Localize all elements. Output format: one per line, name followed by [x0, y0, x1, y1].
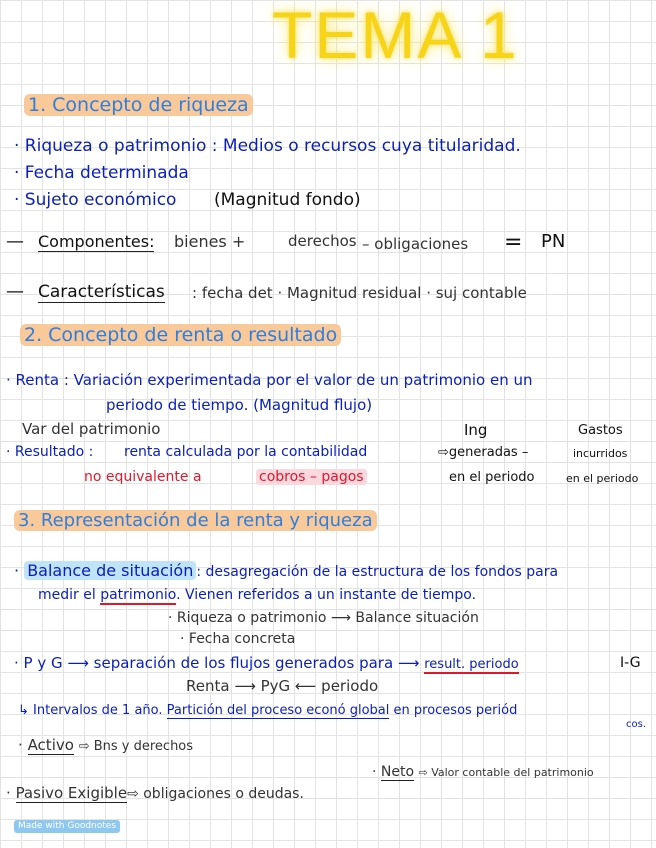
balance-line-2: medir el patrimonio. Vienen referidos a un instante de tiempo. [38, 587, 477, 603]
ingresos-label: Ing [464, 421, 488, 439]
generadas-text: ⇨generadas – [438, 445, 529, 460]
balance-sub-riqueza: · Riqueza o patrimonio ⟶ Balance situación [168, 610, 479, 626]
riqueza-definition: · Riqueza o patrimonio : Medios o recursos cuya titularidad. [14, 136, 521, 156]
renta-definition: · Renta : Variación experimentada por el valor de un patrimonio en un [6, 371, 533, 389]
sujeto-economico: · Sujeto económico [14, 190, 177, 210]
incurridos-text: incurridos [573, 447, 628, 460]
neto-label: Neto [380, 764, 415, 780]
ingresos-gastos: I-G [620, 655, 641, 671]
renta-definition-cont: periodo de tiempo. (Magnitud flujo) [106, 396, 373, 414]
resultado-definition: renta calculada por la contabilidad [124, 444, 368, 460]
renta-pyg-periodo: Renta ⟶ PyG ⟵ periodo [186, 677, 379, 695]
intervalos-line: ↳ Intervalos de 1 año. Partición del proceso econó global en procesos periód [18, 703, 518, 718]
intervalos-cont: cos. [626, 719, 647, 730]
componentes-dash: — [6, 231, 24, 252]
no-equivalente: no equivalente a [84, 469, 202, 485]
neto-line: · Neto ⇨ Valor contable del patrimonio [372, 764, 594, 780]
magnitud-fondo: (Magnitud fondo) [214, 190, 361, 210]
particion-underlined: Partición del proceso econó global [166, 703, 390, 718]
fecha-determinada: · Fecha determinada [14, 163, 189, 183]
cobros-pagos: cobros – pagos [256, 470, 367, 484]
componentes-obligaciones: – obligaciones [362, 235, 469, 253]
section-2-heading: 2. Concepto de renta o resultado [20, 326, 341, 345]
activo-label: Activo [27, 736, 74, 754]
caracteristicas-list: : fecha det · Magnitud residual · suj contable [192, 284, 527, 302]
balance-line: · Balance de situación : desagregación de la estructura de los fondos para [14, 561, 559, 580]
balance-situacion-highlight: Balance de situación [24, 561, 196, 580]
pyg-line: · P y G ⟶ separación de los flujos generados para ⟶ result. periodo [14, 654, 519, 672]
patrimonio-underlined: patrimonio [100, 587, 177, 603]
componentes-bienes: bienes + [174, 232, 246, 251]
pasivo-line: · Pasivo Exigible⇨ obligaciones o deudas. [6, 784, 304, 802]
componentes-label: Componentes: [38, 232, 155, 251]
section-3-heading: 3. Representación de la renta y riqueza [14, 512, 377, 530]
en-el-periodo-gastos: en el periodo [566, 472, 639, 485]
resultado-label: · Resultado : [6, 444, 94, 460]
caracteristicas-label: Características [38, 282, 165, 302]
activo-line: · Activo ⇨ Bns y derechos [18, 736, 194, 754]
section-1-heading: 1. Concepto de riqueza [24, 96, 253, 115]
equals-sign: = [504, 230, 523, 255]
pasivo-label: Pasivo Exigible [15, 784, 128, 802]
patrimonio-neto-abbr: PN [541, 231, 566, 252]
balance-sub-fecha: · Fecha concreta [180, 631, 296, 647]
result-periodo-underlined: result. periodo [424, 657, 519, 672]
en-el-periodo-ing: en el periodo [449, 470, 535, 485]
componentes-derechos: derechos [288, 232, 357, 250]
var-patrimonio: Var del patrimonio [22, 420, 161, 438]
page-title: TEMA 1 [272, 0, 519, 72]
caracteristicas-dash: — [6, 281, 24, 302]
gastos-label: Gastos [578, 423, 623, 438]
goodnotes-badge: Made with Goodnotes [14, 820, 120, 833]
